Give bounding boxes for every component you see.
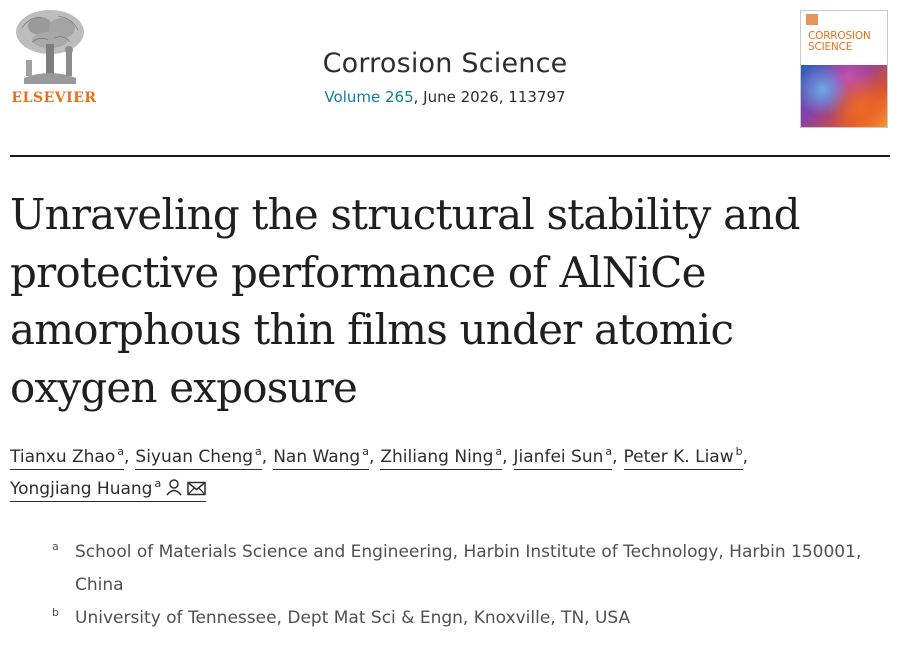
- author-link[interactable]: [380, 441, 502, 470]
- affiliation-label: b: [52, 606, 59, 619]
- envelope-icon: [187, 481, 206, 496]
- author-name: Peter K. Liaw: [623, 447, 734, 467]
- affiliation-marker: a: [605, 445, 613, 458]
- author-link[interactable]: [514, 441, 613, 470]
- author-name: Tianxu Zhao: [10, 447, 116, 467]
- cover-logo-icon: [806, 14, 818, 25]
- elsevier-tree-icon: [10, 8, 90, 86]
- article-header: [0, 0, 900, 156]
- affiliation-item: [52, 602, 872, 635]
- affiliation-marker: a: [154, 477, 162, 490]
- affiliation-item: [52, 536, 872, 602]
- author-name: Jianfei Sun: [513, 447, 604, 467]
- author-link[interactable]: [10, 441, 124, 470]
- author-name: Zhiliang Ning: [380, 447, 494, 467]
- affiliation-list: [52, 536, 872, 635]
- journal-meta: [200, 88, 690, 106]
- cover-title: [808, 31, 871, 53]
- author-separator: ,: [742, 447, 749, 467]
- cover-title-line2: SCIENCE: [808, 41, 853, 53]
- cover-header: [801, 11, 887, 65]
- affiliation-marker: a: [255, 445, 262, 458]
- issue-info: , June 2026, 113797: [413, 88, 566, 106]
- elsevier-logo[interactable]: [8, 8, 97, 106]
- author-link[interactable]: [624, 441, 743, 470]
- author-link-corresponding[interactable]: [10, 473, 206, 502]
- author-separator: ,: [612, 447, 618, 467]
- person-icon: [166, 479, 182, 496]
- journal-info: [200, 48, 690, 106]
- author-link[interactable]: [273, 441, 369, 470]
- author-name: Yongjiang Huang: [10, 479, 153, 499]
- affiliation-marker: b: [735, 445, 743, 458]
- author-name: Nan Wang: [273, 447, 361, 467]
- author-separator: ,: [368, 447, 375, 467]
- affiliation-label: a: [52, 540, 59, 553]
- author-separator: ,: [502, 447, 508, 467]
- affiliation-text: School of Materials Science and Engineering, Harbin Institute of Technology, Harbin 150001, China: [75, 542, 862, 595]
- cover-title-line1: CORROSION: [808, 30, 871, 42]
- volume-link[interactable]: Volume 265: [324, 88, 414, 106]
- journal-cover-image[interactable]: [800, 10, 888, 128]
- author-separator: ,: [124, 447, 130, 467]
- cover-artwork: [801, 65, 887, 127]
- article-title: Unraveling the structural stability and protective performance of AlNiCe amorphous thin films under atomic oxygen exposure: [10, 190, 800, 412]
- journal-title-link[interactable]: Corrosion Science: [322, 48, 568, 79]
- author-name: Siyuan Cheng: [135, 447, 254, 467]
- publisher-name: ELSEVIER: [11, 90, 97, 106]
- affiliation-marker: a: [495, 445, 503, 458]
- author-link[interactable]: [135, 441, 261, 470]
- affiliation-marker: a: [362, 445, 369, 458]
- author-list: [10, 441, 890, 505]
- author-separator: ,: [261, 447, 268, 467]
- affiliation-marker: a: [117, 445, 125, 458]
- header-divider: [10, 155, 890, 157]
- affiliation-text: University of Tennessee, Dept Mat Sci & Engn, Knoxville, TN, USA: [75, 608, 631, 628]
